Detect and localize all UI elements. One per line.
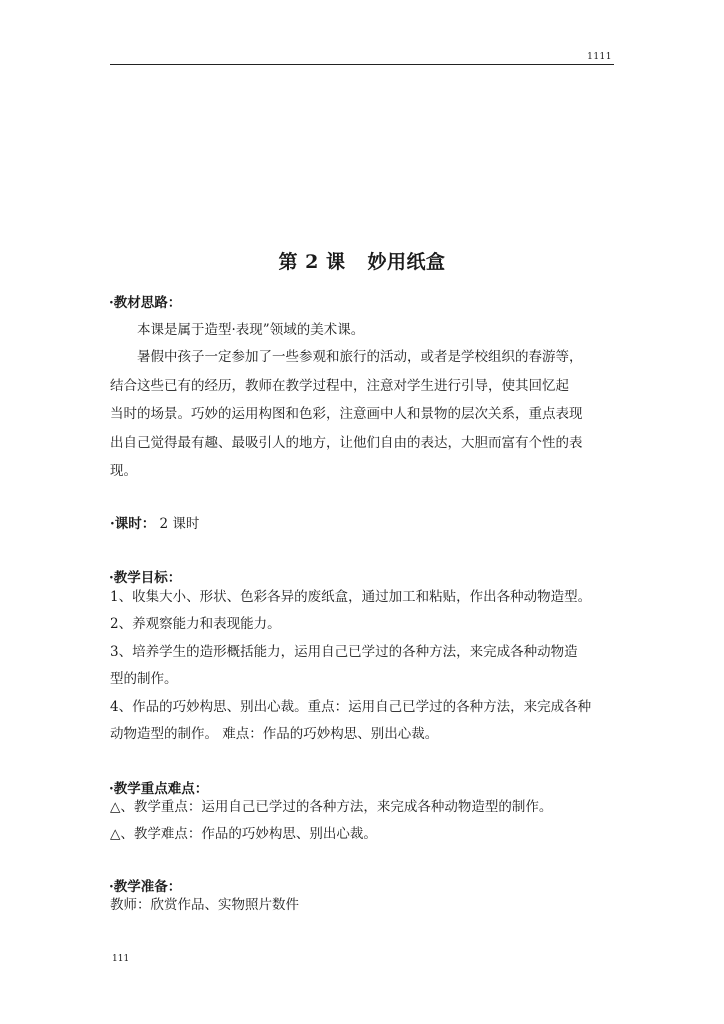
- material-line: 本课是属于造型·表现”领域的美术课。: [137, 322, 365, 338]
- key-point-line: △、教学重点：运用自己已学过的各种方法，来完成各种动物造型的制作。: [110, 799, 553, 815]
- header-page-code: 1111: [587, 52, 612, 62]
- objective-line: 4、作品的巧妙构思、别出心裁。重点：运用自己已学过的各种方法，来完成各种: [110, 699, 592, 715]
- hours-row: [110, 512, 199, 532]
- objective-line: 2、养观察能力和表现能力。: [110, 616, 281, 632]
- preparation-heading: ·教学准备：: [109, 879, 182, 895]
- material-line: 当时的场景。巧妙的运用构图和色彩，注意画中人和景物的层次关系，重点表现: [110, 406, 583, 422]
- objective-line: 动物造型的制作。 难点：作品的巧妙构思、别出心裁。: [110, 726, 439, 742]
- hours-value: 2 课时: [159, 516, 200, 532]
- footer-page-code: 111: [112, 954, 130, 964]
- objectives-heading: ·教学目标：: [109, 570, 182, 586]
- material-line: 出自己觉得最有趣、最吸引人的地方，让他们自由的表达，大胆而富有个性的表: [110, 435, 583, 451]
- hours-heading: ·课时：: [110, 516, 156, 532]
- header-rule: [110, 64, 614, 65]
- key-points-heading: ·教学重点难点：: [109, 781, 209, 797]
- objective-line: 1、收集大小、形状、色彩各异的废纸盒，通过加工和粘贴，作出各种动物造型。: [110, 589, 592, 605]
- lesson-name: 妙用纸盒: [367, 251, 446, 273]
- material-heading: ·教材思路：: [109, 295, 182, 311]
- material-line: 结合这些已有的经历，教师在教学过程中，注意对学生进行引导，使其回忆起: [110, 378, 569, 394]
- preparation-line: 教师：欣赏作品、实物照片数件: [110, 897, 299, 913]
- key-point-line: △、教学难点：作品的巧妙构思、别出心裁。: [110, 826, 377, 842]
- page-title: [0, 247, 724, 274]
- objective-line: 型的制作。: [110, 671, 178, 687]
- objective-line: 3、培养学生的造形概括能力，运用自己已学过的各种方法，来完成各种动物造: [110, 644, 578, 660]
- material-line: 暑假中孩子一定参加了一些参观和旅行的活动，或者是学校组织的春游等，: [137, 349, 583, 365]
- material-line: 现。: [110, 463, 137, 479]
- lesson-number: 第 2 课: [278, 251, 346, 273]
